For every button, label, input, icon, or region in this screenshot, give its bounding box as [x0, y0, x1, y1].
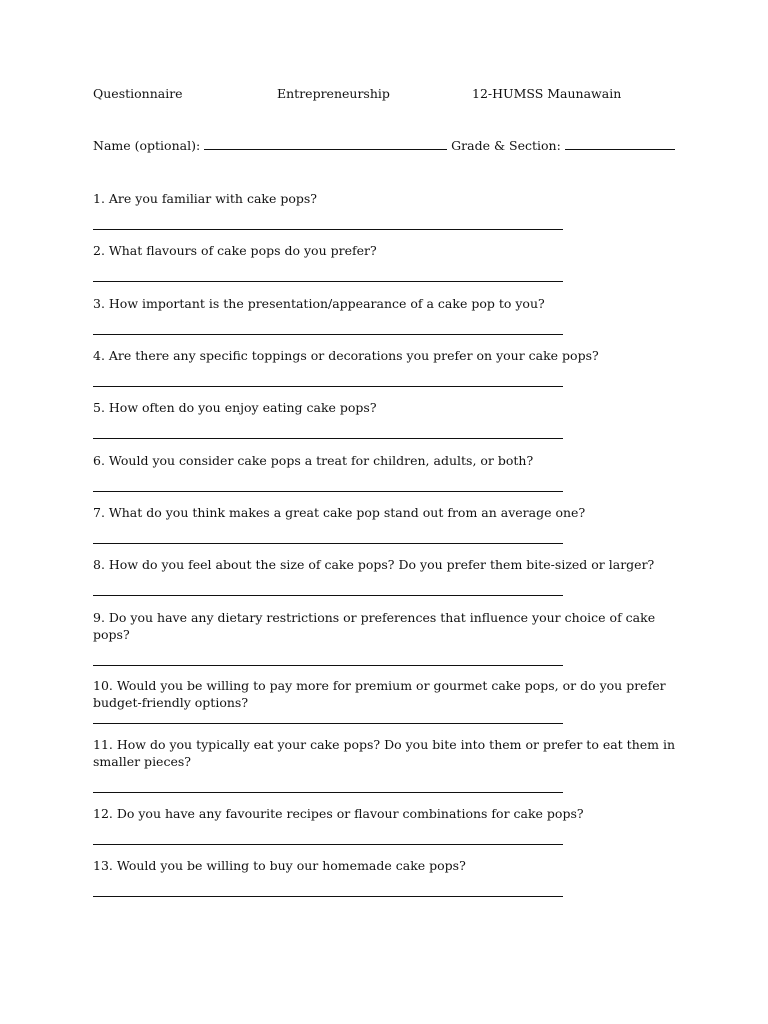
answer-line[interactable]	[93, 896, 563, 897]
grade-section-label: Grade & Section:	[451, 138, 561, 153]
answer-line[interactable]	[93, 229, 563, 230]
question-6	[93, 453, 675, 470]
question-text: 13. Would you be willing to buy our homemade cake pops?	[93, 858, 466, 873]
name-blank-field[interactable]	[204, 138, 447, 150]
question-text: 6. Would you consider cake pops a treat for children, adults, or both?	[93, 453, 534, 468]
question-text: 11. How do you typically eat your cake pops? Do you bite into them or prefer to eat them in smaller pieces?	[93, 737, 676, 769]
answer-line[interactable]	[93, 723, 563, 724]
answer-line[interactable]	[93, 386, 563, 387]
answer-line[interactable]	[93, 438, 563, 439]
respondent-info	[93, 138, 683, 158]
answer-line[interactable]	[93, 491, 563, 492]
name-label: Name (optional):	[93, 138, 201, 153]
document-subject: Entrepreneurship	[277, 86, 390, 101]
question-11	[93, 737, 675, 770]
question-text: 4. Are there any specific toppings or decorations you prefer on your cake pops?	[93, 348, 599, 363]
answer-line[interactable]	[93, 281, 563, 282]
question-text: 9. Do you have any dietary restrictions or preferences that influence your choice of cake pops?	[93, 610, 656, 642]
question-5	[93, 400, 675, 417]
answer-line[interactable]	[93, 543, 563, 544]
grade-section-blank-field[interactable]	[565, 138, 675, 150]
question-3	[93, 296, 675, 313]
document-title: Questionnaire	[93, 86, 183, 101]
question-text: 1. Are you familiar with cake pops?	[93, 191, 317, 206]
question-text: 7. What do you think makes a great cake pop stand out from an average one?	[93, 505, 586, 520]
answer-line[interactable]	[93, 792, 563, 793]
question-2	[93, 243, 675, 260]
question-7	[93, 505, 675, 522]
question-text: 8. How do you feel about the size of cake pops? Do you prefer them bite-sized or larger?	[93, 557, 655, 572]
question-text: 5. How often do you enjoy eating cake pops?	[93, 400, 377, 415]
answer-line[interactable]	[93, 595, 563, 596]
question-13	[93, 858, 675, 875]
question-1	[93, 191, 675, 208]
document-section: 12-HUMSS Maunawain	[472, 86, 622, 101]
question-text: 3. How important is the presentation/appearance of a cake pop to you?	[93, 296, 545, 311]
answer-line[interactable]	[93, 334, 563, 335]
question-4	[93, 348, 675, 365]
question-12	[93, 806, 675, 823]
question-text: 2. What flavours of cake pops do you prefer?	[93, 243, 377, 258]
question-8	[93, 557, 675, 574]
question-10	[93, 678, 675, 711]
question-text: 10. Would you be willing to pay more for premium or gourmet cake pops, or do you prefer budget-friendly options?	[93, 678, 666, 710]
question-9	[93, 610, 675, 643]
question-text: 12. Do you have any favourite recipes or flavour combinations for cake pops?	[93, 806, 584, 821]
answer-line[interactable]	[93, 665, 563, 666]
answer-line[interactable]	[93, 844, 563, 845]
document-header	[93, 86, 693, 106]
